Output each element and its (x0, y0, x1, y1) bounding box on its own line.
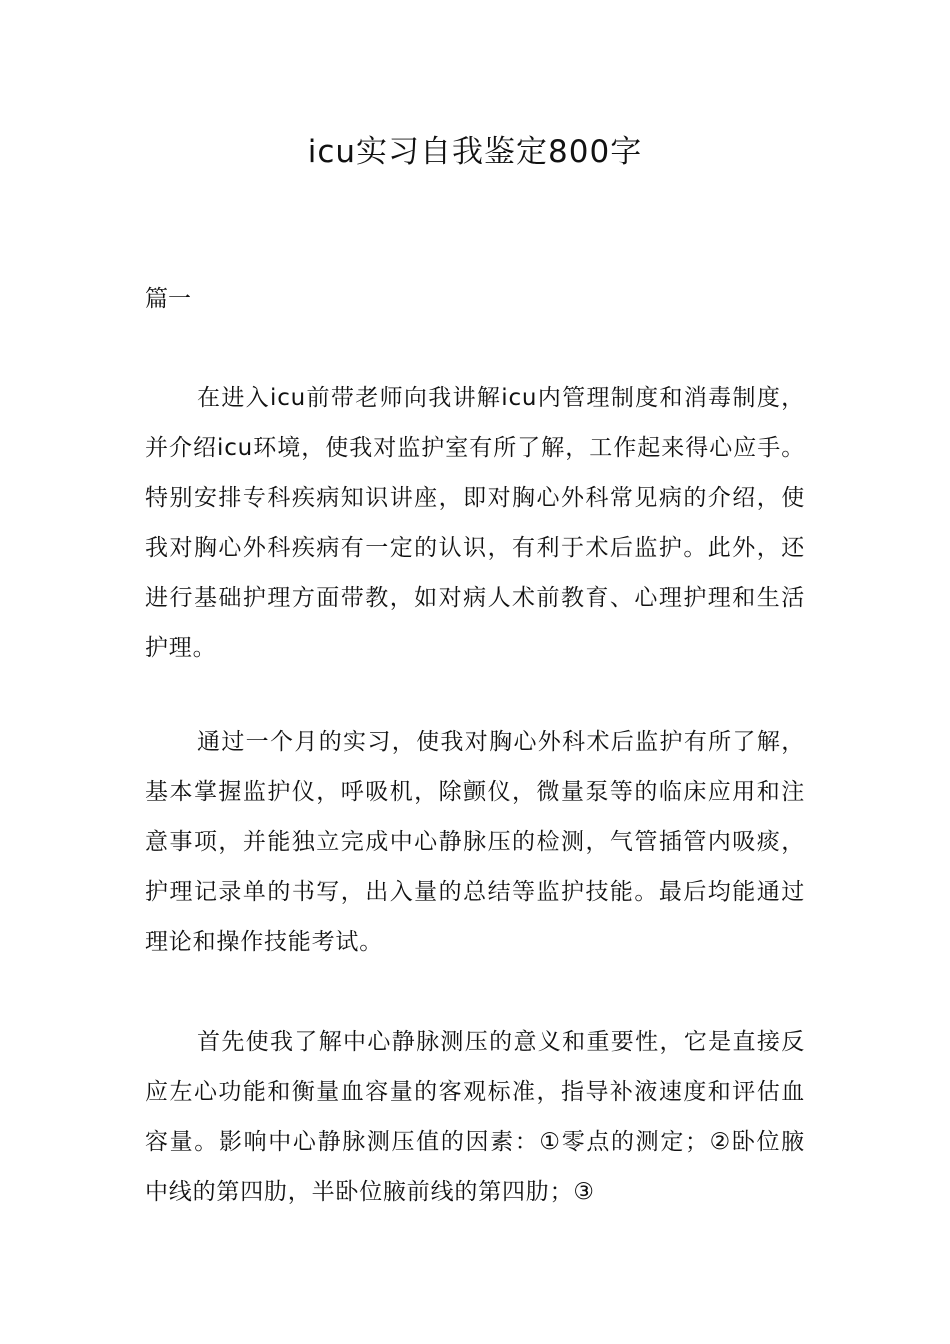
paragraph-1: 在进入icu前带老师向我讲解icu内管理制度和消毒制度，并介绍icu环境，使我对监护室有所了解，工作起来得心应手。特别安排专科疾病知识讲座，即对胸心外科常见病的介绍，使我对胸心外科疾病有一定的认识，有利于术后监护。此外，还进行基础护理方面带教，如对病人术前教育、心理护理和生活护理。 (145, 385, 805, 661)
section-label: 篇一 (145, 286, 191, 312)
paragraph-3: 首先使我了解中心静脉测压的意义和重要性，它是直接反应左心功能和衡量血容量的客观标准，指导补液速度和评估血容量。影响中心静脉测压值的因素：①零点的测定；②卧位腋中线的第四肋，半卧位腋前线的第四肋；③ (145, 1029, 805, 1205)
document-title: icu实习自我鉴定800字 (307, 134, 643, 170)
paragraph-2: 通过一个月的实习，使我对胸心外科术后监护有所了解，基本掌握监护仪，呼吸机，除颤仪，微量泵等的临床应用和注意事项，并能独立完成中心静脉压的检测，气管插管内吸痰，护理记录单的书写，出入量的总结等监护技能。最后均能通过理论和操作技能考试。 (145, 729, 805, 955)
